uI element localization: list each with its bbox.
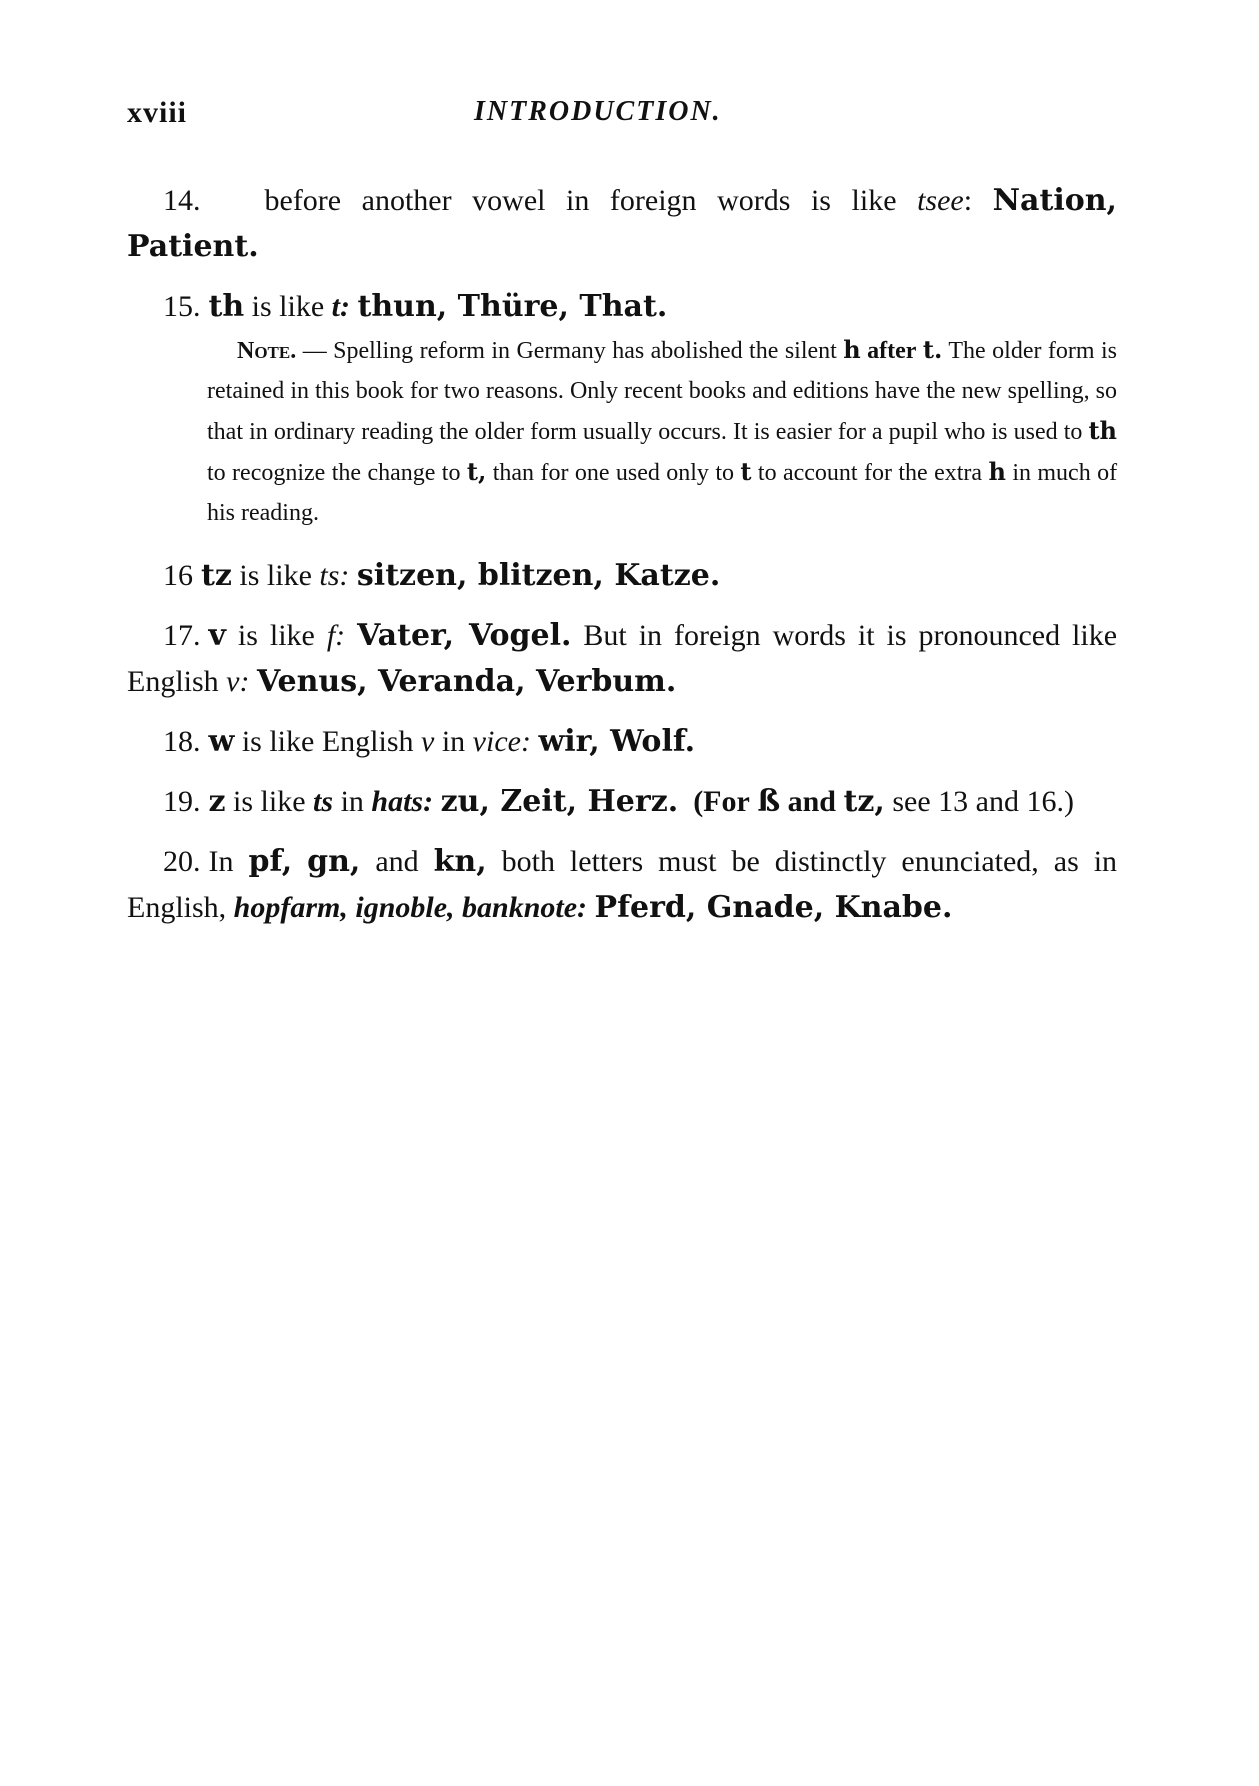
pronunciation: v: (226, 665, 250, 698)
page-header (127, 96, 1127, 136)
pronunciation: f: (326, 619, 346, 652)
german-letter: t. (922, 335, 943, 364)
note-text: Spelling reform in Germany has abolished the silent (333, 338, 837, 364)
german-letter: tz, (843, 784, 885, 819)
note-label: Note. (237, 338, 297, 364)
running-head: INTRODUCTION. (474, 96, 722, 127)
german-letter: ß (757, 784, 781, 819)
rule-text: is like (251, 290, 325, 323)
rule-text: in (441, 725, 466, 758)
rule-number: 17. (163, 619, 201, 652)
german-examples: Venus, Veranda, Verbum. (256, 664, 677, 699)
german-examples: sitzen, blitzen, Katze. (356, 558, 721, 593)
rule-text: and (787, 785, 836, 818)
rule-text: is like English (241, 725, 414, 758)
note-text: in much of his reading. (207, 460, 1118, 526)
pronunciation: ts (313, 785, 334, 818)
german-letter: gn, (307, 844, 361, 879)
german-letter: th (208, 289, 245, 324)
german-examples: zu, Zeit, Herz. (440, 784, 679, 819)
german-letter: kn, (433, 844, 487, 879)
rule-text: But in foreign words it is pronounced like English (127, 619, 1118, 698)
rule-15 (127, 284, 1117, 330)
pronunciation: t: (331, 290, 350, 323)
german-letter: tz (201, 558, 232, 593)
note-text: to recognize the change to (207, 460, 461, 486)
rule-text: is like (239, 559, 312, 592)
page-number: xviii (127, 96, 188, 129)
german-letter: v (208, 618, 226, 653)
rule-number: 20. (163, 845, 201, 878)
rule-text: see 13 and 16.) (892, 785, 1074, 818)
rule-text: (For (693, 785, 750, 818)
german-examples: thun, Thüre, That. (357, 289, 668, 324)
note-text: to account for the extra (757, 460, 983, 486)
rule-19 (127, 779, 1117, 825)
german-letter: w (208, 724, 235, 759)
rule-16 (127, 553, 1117, 599)
german-letter: h (988, 457, 1006, 486)
rule-text: before another vowel in foreign words is like (264, 184, 897, 217)
note (207, 330, 1117, 533)
rule-text: is like (237, 619, 315, 652)
pronunciation: v (421, 725, 435, 758)
note-text: The older form is retained in this book for two reasons. Only recent books and editions have the new spelling, so that in ordinary reading the older form usually occurs. It is easier for a pupil who is used to (207, 338, 1118, 445)
english-words: hopfarm, ignoble, banknote: (233, 891, 588, 924)
pronunciation: ts: (319, 559, 350, 592)
german-examples: wir, Wolf. (538, 724, 696, 759)
rule-14 (127, 178, 1117, 270)
german-letter: t (740, 457, 752, 486)
rule-number: 15. (163, 290, 201, 323)
rule-number: 19. (163, 785, 201, 818)
note-dash: — (302, 338, 327, 364)
german-letter: h (843, 335, 861, 364)
rule-text: both letters must be distinctly enunciated, as in English, (127, 845, 1118, 924)
page-body (127, 178, 1117, 945)
german-examples: Pferd, Gnade, Knabe. (594, 890, 953, 925)
german-letter: t, (466, 457, 487, 486)
pronunciation: vice: (472, 725, 531, 758)
pronunciation: tsee (917, 184, 964, 217)
rule-number: 14. (163, 184, 201, 217)
rule-20 (127, 839, 1117, 931)
rule-text: In (208, 845, 234, 878)
rule-17 (127, 613, 1117, 705)
german-examples: Nation, Patient. (127, 183, 1118, 264)
german-letter: th (1088, 416, 1117, 445)
rule-number: 18. (163, 725, 201, 758)
pronunciation: hats: (371, 785, 434, 818)
rule-18 (127, 719, 1117, 765)
note-text: after (867, 338, 917, 364)
rule-number: 16 (163, 559, 193, 592)
german-letter: z (208, 784, 226, 819)
rule-text: and (375, 845, 419, 878)
rule-text: is like (233, 785, 306, 818)
punct: : (963, 184, 973, 217)
note-text: than for one used only to (492, 460, 734, 486)
rule-text: in (340, 785, 364, 818)
german-letter: pf, (248, 844, 293, 879)
german-examples: Vater, Vogel. (357, 618, 572, 653)
